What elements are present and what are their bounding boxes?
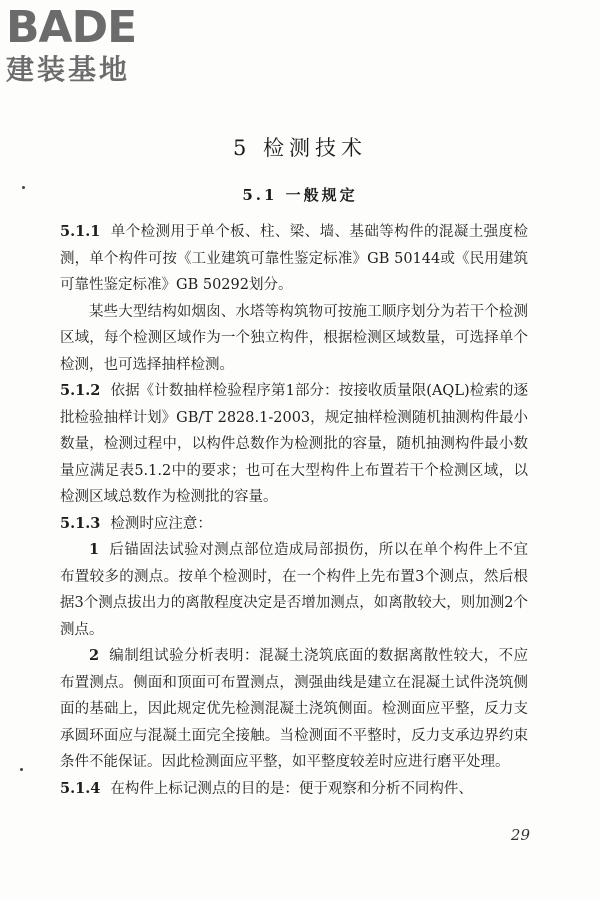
logo-chinese-text: 建装基地	[6, 53, 131, 86]
clause-5-1-3	[60, 511, 528, 538]
clause-5-1-2	[60, 378, 528, 511]
item-number: 2	[89, 647, 100, 664]
clause-text: 单个检测用于单个板、柱、梁、墙、基础等构件的混凝土强度检测，单个构件可按《工业建筑可靠性鉴定标准》GB 50144或《民用建筑可靠性鉴定标准》GB 50292划分。	[60, 224, 528, 293]
section-title: 5.1 一般规定	[242, 186, 358, 204]
clause-paragraph	[60, 299, 528, 379]
chapter-title: 5 检测技术	[232, 136, 368, 160]
clause-text: 在构件上标记测点的目的是：便于观察和分析不同构件、	[110, 780, 473, 797]
item-number: 1	[89, 541, 100, 558]
clause-text: 依据《计数抽样检验程序第1部分：按接收质量限(AQL)检索的逐批检验抽样计划》GB/T 2828.1-2003，规定抽样检测随机抽测构件最小数量，检测过程中，以构件总数作为检测批的容量，随机抽测构件最小数量应满足表5.1.2中的要求；也可在大型构件上布置若干个检测区域，以检测区域总数作为检测批的容量。	[60, 383, 528, 505]
page-number: 29	[510, 826, 530, 844]
list-item	[60, 643, 528, 776]
logo-wordmark: BADE	[6, 2, 137, 53]
list-item	[60, 537, 528, 643]
clause-number: 5.1.1	[60, 223, 101, 240]
scan-speck	[20, 768, 23, 771]
clause-5-1-1	[60, 219, 528, 299]
body-text	[60, 219, 528, 802]
bade-logo	[6, 2, 186, 86]
clause-text: 某些大型结构如烟囱、水塔等构筑物可按施工顺序划分为若干个检测区域，每个检测区域作为一个独立构件，根据检测区域数量，可选择单个检测，也可选择抽样检测。	[60, 303, 528, 373]
item-text: 后锚固法试验对测点部位造成局部损伤，所以在单个构件上不宜布置较多的测点。按单个检测时，在一个构件上先布置3个测点，然后根据3个测点拔出力的离散程度决定是否增加测点，如离散较大，则加测2个测点。	[60, 542, 529, 638]
clause-5-1-4	[60, 776, 528, 803]
clause-number: 5.1.2	[60, 382, 101, 399]
item-text: 编制组试验分析表明：混凝土浇筑底面的数据离散性较大，不应布置测点。侧面和顶面可布置测点，测强曲线是建立在混凝土试件浇筑侧面的基础上，因此规定优先检测混凝土浇筑侧面。检测面应平整，反力支承圆环面应与混凝土面完全接触。当检测面不平整时，反力支承边界约束条件不能保证。因此检测面应平整，如平整度较差时应进行磨平处理。	[60, 648, 529, 770]
clause-number: 5.1.4	[60, 779, 101, 797]
clause-number: 5.1.3	[60, 514, 101, 532]
clause-text: 检测时应注意：	[110, 515, 212, 532]
